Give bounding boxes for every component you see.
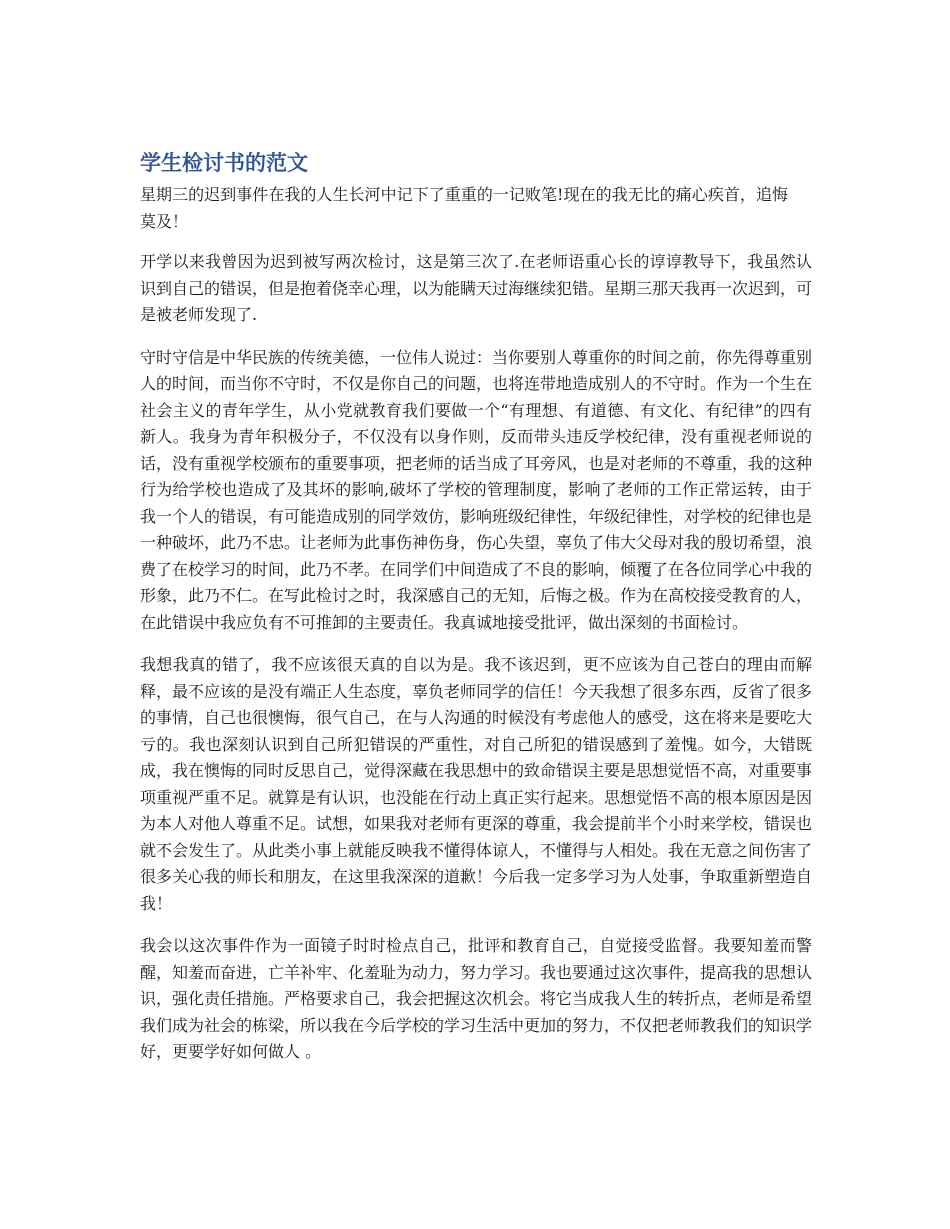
document-title: 学生检讨书的范文 — [140, 151, 308, 175]
paragraph-5: 我会以这次事件作为一面镜子时时检点自己，批评和教育自己，自觉接受监督。我要知羞而警醒，知羞而奋进，亡羊补牢、化羞耻为动力，努力学习。我也要通过这次事件，提高我的思想认识，强化责任措施。严格要求自己，我会把握这次机会。将它当成我人生的转折点，老师是希望我们成为社会的栋梁，所以我在今后学校的学习生活中更加的努力，不仅把老师教我们的知识学好，更要学好如何做人 。 — [140, 936, 813, 1061]
document-page — [140, 148, 812, 1082]
paragraph-3: 守时守信是中华民族的传统美德，一位伟人说过：当你要别人尊重你的时间之前，你先得尊重别人的时间，而当你不守时，不仅是你自己的问题，也将连带地造成别人的不守时。作为一个生在社会主义的青年学生，从小党就教育我们要做一个“有理想、有道德、有文化、有纪律”的四有新人。我身为青年积极分子，不仅没有以身作则，反而带头违反学校纪律，没有重视老师说的话，没有重视学校颁布的重要事项，把老师的话当成了耳旁风，也是对老师的不尊重，我的这种行为给学校也造成了及其坏的影响,破坏了学校的管理制度，影响了老师的工作正常运转，由于我一个人的错误，有可能造成别的同学效仿，影响班级纪律性，年级纪律性，对学校的纪律也是一种破坏，此乃不忠。让老师为此事伤神伤身，伤心失望，辜负了伟大父母对我的殷切希望，浪费了在校学习的时间，此乃不孝。在同学们中间造成了不良的影响，倾覆了在各位同学心中我的形象，此乃不仁。在写此检讨之时，我深感自己的无知，后悔之极。作为在高校接受教育的人，在此错误中我应负有不可推卸的主要责任。我真诚地接受批评，做出深刻的书面检讨。 — [140, 347, 813, 632]
paragraph-4: 我想我真的错了，我不应该很天真的自以为是。我不该迟到，更不应该为自己苍白的理由而解释，最不应该的是没有端正人生态度，辜负老师同学的信任！今天我想了很多东西，反省了很多的事情，自己也很懊悔，很气自己，在与人沟通的时候没有考虑他人的感受，这在将来是要吃大亏的。我也深刻认识到自己所犯错误的严重性，对自己所犯的错误感到了羞愧。如今，大错既成，我在懊悔的同时反思自己，觉得深藏在我思想中的致命错误主要是思想觉悟不高，对重要事项重视严重不足。就算是有认识，也没能在行动上真正实行起来。思想觉悟不高的根本原因是因为本人对他人尊重不足。试想，如果我对老师有更深的尊重，我会提前半个小时来学校，错误也就不会发生了。从此类小事上就能反映我不懂得体谅人，不懂得与人相处。我在无意之间伤害了很多关心我的师长和朋友，在这里我深深的道歉！今后我一定多学习为人处事，争取重新塑造自我！ — [140, 655, 813, 913]
paragraph-1: 星期三的迟到事件在我的人生长河中记下了重重的一记败笔!现在的我无比的痛心疾首，追悔莫及！ — [140, 185, 788, 231]
paragraph-2: 开学以来我曾因为迟到被写两次检讨，这是第三次了.在老师语重心长的谆谆教导下，我虽然认识到自己的错误，但是抱着侥幸心理，以为能瞒天过海继续犯错。星期三那天我再一次迟到，可是被老师发现了. — [140, 252, 813, 324]
